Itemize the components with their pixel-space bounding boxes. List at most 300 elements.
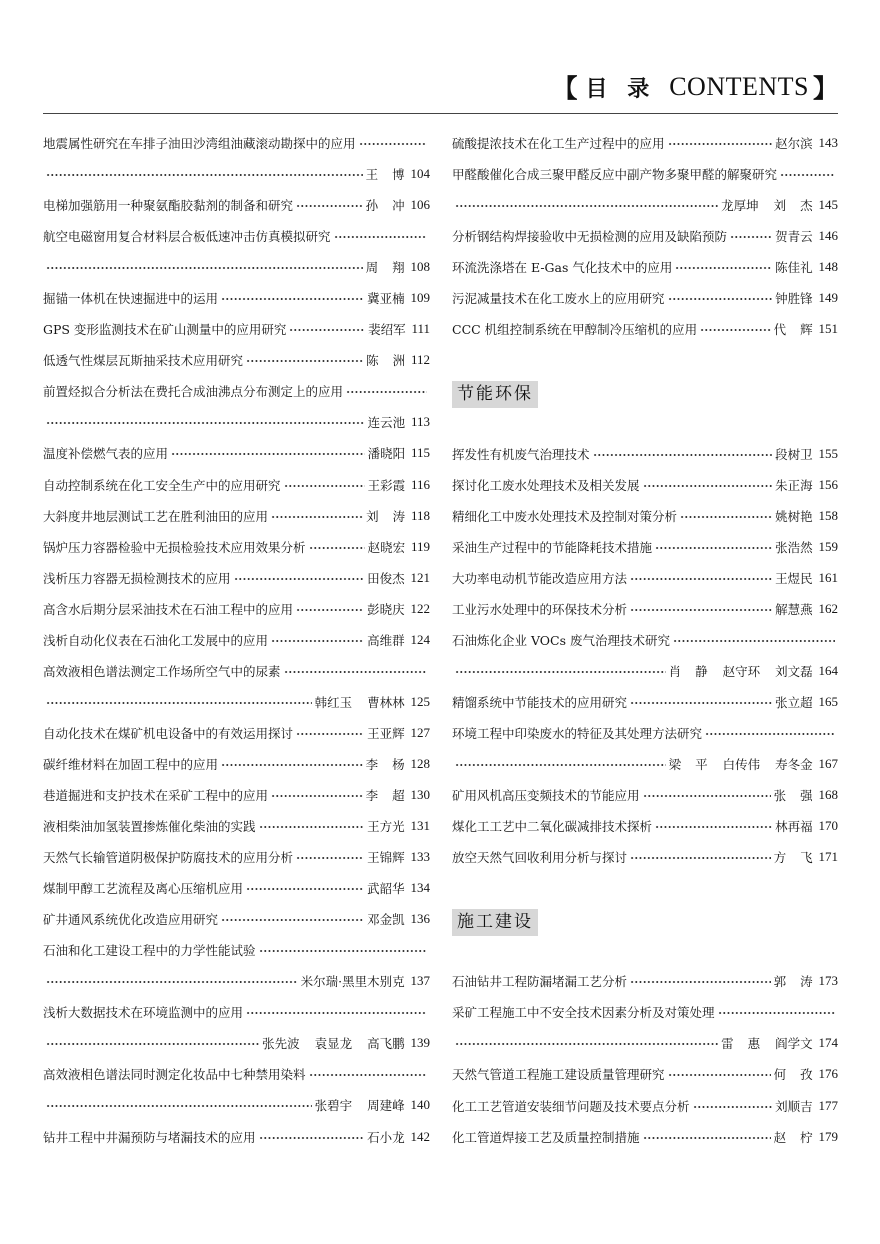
entry-title: 精馏系统中节能技术的应用研究 — [452, 694, 628, 710]
entry-authors — [367, 724, 405, 742]
leader-dots — [359, 138, 427, 148]
entry-page-number: 131 — [410, 818, 430, 834]
entry-line — [43, 469, 430, 500]
entry-page-number: 113 — [410, 414, 430, 430]
entry-title: 巷道掘进和支护技术在采矿工程中的应用 — [43, 788, 269, 803]
entry-line — [452, 438, 838, 469]
entry-line — [43, 593, 430, 624]
entry-line — [43, 842, 430, 873]
entry-page-number: 106 — [410, 197, 430, 213]
entry-author: 姚树艳 — [775, 508, 813, 524]
entry-title: 浅析压力容器无损检测技术的应用 — [43, 570, 231, 586]
toc-entry — [452, 531, 838, 562]
section-heading: 施工建设 — [452, 909, 538, 936]
entry-page-number: 174 — [818, 1035, 838, 1051]
entry-page-number: 143 — [818, 135, 838, 151]
toc-entry — [43, 997, 430, 1059]
entry-page-number: 111 — [411, 321, 430, 337]
leader-dots — [271, 790, 363, 800]
entry-authors — [775, 134, 813, 152]
leader-dots — [259, 821, 365, 831]
entry-line — [452, 748, 838, 779]
entry-author: 梁 平 — [668, 756, 708, 772]
entry-authors — [775, 289, 813, 307]
toc-entry — [43, 655, 430, 717]
entry-author: 周建峰 — [367, 1098, 405, 1114]
toc-entry — [452, 966, 838, 997]
leader-dots — [296, 200, 363, 210]
section-block — [452, 345, 838, 438]
entry-line — [452, 811, 838, 842]
entry-title: 大功率电动机节能改造应用方法 — [452, 570, 628, 586]
leader-dots — [46, 262, 363, 272]
entry-page-number: 137 — [410, 973, 430, 989]
entry-authors — [775, 569, 813, 587]
entry-title: 精细化工中废水处理技术及控制对策分析 — [452, 508, 678, 524]
entry-authors — [301, 972, 405, 990]
toc-entry — [452, 1121, 838, 1152]
toc-entry — [43, 469, 430, 500]
entry-title: 自动控制系统在化工安全生产中的应用研究 — [43, 477, 281, 493]
entry-line — [43, 407, 430, 438]
entry-author: 代 辉 — [773, 322, 813, 338]
entry-author: 高飞鹏 — [367, 1036, 405, 1052]
leader-dots — [271, 635, 364, 645]
toc-entry — [452, 438, 838, 469]
toc-entry — [43, 748, 430, 779]
entry-title: 温度补偿燃气表的应用 — [43, 446, 169, 462]
entry-line — [452, 283, 838, 314]
leader-dots — [246, 883, 364, 893]
entry-title: 分析钢结构焊接验收中无损检测的应用及缺陷预防 — [452, 229, 728, 245]
entry-author: 赵 柠 — [773, 1129, 813, 1145]
entry-author: 解慧燕 — [775, 601, 813, 617]
entry-page-number: 165 — [818, 693, 838, 709]
entry-line — [452, 469, 838, 500]
toc-entry — [43, 1059, 430, 1121]
entry-line — [43, 252, 430, 283]
entry-page-number: 155 — [818, 445, 838, 461]
entry-author: 王方光 — [367, 819, 405, 835]
leader-dots — [630, 604, 772, 614]
toc-entry — [43, 283, 430, 314]
entry-authors — [368, 476, 406, 494]
entry-author: 寿冬金 — [775, 756, 813, 772]
entry-line — [452, 655, 838, 686]
entry-authors — [775, 476, 813, 494]
entry-title: 硫酸提浓技术在化工生产过程中的应用 — [452, 136, 665, 152]
entry-author: 韩红玉 — [314, 694, 353, 710]
entry-authors — [669, 755, 813, 773]
entry-author: 刘 杰 — [773, 198, 813, 214]
leader-dots — [630, 852, 771, 862]
entry-line — [43, 748, 430, 779]
entry-author: 雷 惠 — [721, 1036, 761, 1052]
entry-page-number: 149 — [818, 290, 838, 306]
toc-entry — [43, 779, 430, 810]
entry-authors — [262, 1034, 405, 1052]
entry-line — [43, 283, 430, 314]
entry-authors — [775, 227, 813, 245]
entry-author: 王煜民 — [775, 570, 813, 586]
toc-entry — [43, 345, 430, 376]
entry-authors — [775, 817, 813, 835]
entry-authors — [367, 600, 405, 618]
entry-line — [43, 1090, 430, 1121]
entry-line — [43, 221, 430, 252]
entry-authors — [669, 662, 813, 680]
entry-author: 王 博 — [365, 167, 405, 183]
leader-dots — [630, 976, 771, 986]
entry-line — [43, 779, 430, 810]
toc-entry — [43, 904, 430, 935]
entry-title: 石油炼化企业 VOCs 废气治理技术研究 — [452, 632, 670, 648]
entry-page-number: 115 — [410, 445, 430, 461]
entry-author: 邓金凯 — [367, 912, 405, 928]
entry-line — [43, 686, 430, 717]
entry-line — [452, 252, 838, 283]
entry-author: 彭晓庆 — [367, 601, 405, 617]
toc-entry — [43, 376, 430, 438]
toc-entry — [452, 128, 838, 159]
entry-author: 王锦辉 — [367, 850, 405, 866]
entry-line — [452, 531, 838, 562]
entry-title: 探讨化工废水处理技术及相关发展 — [452, 477, 640, 493]
leader-dots — [700, 324, 771, 334]
entry-page-number: 176 — [818, 1066, 838, 1082]
toc-entry — [452, 314, 838, 345]
entry-page-number: 140 — [410, 1097, 430, 1113]
leader-dots — [655, 542, 772, 552]
entry-page-number: 136 — [410, 911, 430, 927]
entry-line — [43, 128, 430, 159]
entry-authors — [368, 320, 406, 338]
entry-authors — [315, 1096, 405, 1114]
entry-authors — [315, 693, 405, 711]
entry-line — [452, 624, 838, 655]
entry-author: 潘晓阳 — [367, 446, 406, 462]
toc-entry — [43, 128, 430, 190]
toc-entry — [43, 624, 430, 655]
entry-line — [43, 655, 430, 686]
entry-line — [452, 159, 838, 190]
leader-dots — [730, 231, 772, 241]
entry-title: CCC 机组控制系统在甲醇制冷压缩机的应用 — [452, 322, 698, 338]
toc-entry — [43, 1121, 430, 1152]
entry-title: 甲醛酸催化合成三聚甲醛反应中副产物多聚甲醛的解聚研究 — [452, 167, 778, 183]
leader-dots — [668, 1069, 771, 1079]
entry-title: 石油钻井工程防漏堵漏工艺分析 — [452, 974, 628, 990]
toc-entry — [43, 438, 430, 469]
toc-entry — [43, 531, 430, 562]
entry-title: 高效液相色谱法同时测定化妆品中七种禁用染料 — [43, 1067, 306, 1083]
entry-authors — [368, 444, 406, 462]
contents-header — [553, 68, 838, 106]
toc-entry — [452, 283, 838, 314]
entry-line — [452, 686, 838, 717]
entry-page-number: 177 — [818, 1097, 838, 1113]
leader-dots — [655, 821, 772, 831]
entry-page-number: 112 — [410, 352, 430, 368]
leader-dots — [246, 355, 363, 365]
entry-line — [43, 904, 430, 935]
entry-line — [43, 190, 430, 221]
entry-author: 何 孜 — [773, 1067, 813, 1083]
entry-page-number: 128 — [410, 755, 430, 771]
entry-author: 赵尔滨 — [775, 136, 813, 152]
entry-authors — [774, 1128, 813, 1146]
leader-dots — [780, 169, 835, 179]
entry-page-number: 142 — [410, 1128, 430, 1144]
leader-dots — [309, 542, 365, 552]
entry-line — [452, 1059, 838, 1090]
entry-author: 孙 冲 — [365, 198, 405, 214]
entry-author: 王亚辉 — [367, 725, 405, 741]
leader-dots — [630, 697, 772, 707]
entry-line — [43, 376, 430, 407]
entry-author: 陈佳礼 — [775, 260, 813, 276]
entry-page-number: 139 — [410, 1035, 430, 1051]
entry-page-number: 145 — [818, 197, 838, 213]
entry-title: 高含水后期分层采油技术在石油工程中的应用 — [43, 601, 294, 617]
entry-author: 周 翔 — [365, 260, 405, 276]
entry-author: 武韶华 — [367, 881, 405, 897]
leader-dots — [296, 604, 364, 614]
entry-page-number: 156 — [818, 476, 838, 492]
toc-entry — [43, 717, 430, 748]
leader-dots — [221, 759, 363, 769]
leader-dots — [221, 914, 364, 924]
entry-title: 化工工艺管道安装细节问题及技术要点分析 — [452, 1098, 690, 1114]
leader-dots — [643, 1132, 771, 1142]
entry-line — [452, 562, 838, 593]
entry-page-number: 146 — [818, 228, 838, 244]
entry-title: 天然气管道工程施工建设质量管理研究 — [452, 1067, 665, 1083]
entry-page-number: 134 — [410, 880, 430, 896]
entry-page-number: 122 — [410, 600, 430, 616]
entry-authors — [367, 289, 405, 307]
entry-authors — [366, 507, 405, 525]
right-column — [452, 128, 838, 1153]
entry-author: 李 杨 — [365, 756, 405, 772]
entry-title: 碳纤维材料在加固工程中的应用 — [43, 756, 219, 772]
entry-page-number: 168 — [818, 787, 838, 803]
entry-author: 朱正海 — [775, 477, 813, 493]
entry-title: 石油和化工建设工程中的力学性能试验 — [43, 943, 256, 959]
entry-page-number: 167 — [818, 755, 838, 771]
toc-entry — [43, 190, 430, 221]
entry-author: 连云池 — [367, 415, 406, 431]
entry-line — [43, 531, 430, 562]
entry-line — [43, 873, 430, 904]
entry-authors — [774, 1065, 813, 1083]
entry-title: 电梯加强筋用一种聚氨酯胶黏剂的制备和研究 — [43, 198, 294, 214]
leader-dots — [673, 635, 835, 645]
entry-line — [452, 314, 838, 345]
entry-title: 煤化工工艺中二氧化碳减排技术探析 — [452, 819, 653, 835]
toc-entry — [452, 252, 838, 283]
leader-dots — [246, 1007, 427, 1017]
entry-title: 低透气性煤层瓦斯抽采技术应用研究 — [43, 353, 244, 369]
entry-authors — [721, 196, 813, 214]
entry-author: 刘文磊 — [775, 663, 813, 679]
toc-entry — [452, 780, 838, 811]
leader-dots — [46, 697, 312, 707]
entry-author: 裴绍军 — [368, 322, 406, 338]
toc-entry — [43, 562, 430, 593]
leader-dots — [46, 417, 365, 427]
entry-line — [452, 190, 838, 221]
leader-dots — [46, 976, 298, 986]
entry-authors — [367, 848, 405, 866]
entry-title: 煤制甲醇工艺流程及离心压缩机应用 — [43, 881, 244, 897]
entry-title: 环流洗涤塔在 E-Gas 气化技术中的应用 — [452, 260, 673, 276]
entry-title: 自动化技术在煤矿机电设备中的有效运用探讨 — [43, 725, 294, 741]
entry-line — [43, 935, 430, 966]
entry-title: 天然气长输管道阴极保护防腐技术的应用分析 — [43, 850, 294, 866]
entry-line — [43, 159, 430, 190]
toc-entry — [452, 811, 838, 842]
entry-author: 米尔瑞·黑里木别克 — [300, 974, 405, 990]
entry-page-number: 148 — [818, 259, 838, 275]
leader-dots — [234, 573, 365, 583]
entry-author: 高维群 — [367, 632, 405, 648]
entry-page-number: 164 — [818, 662, 838, 678]
entry-line — [43, 438, 430, 469]
toc-entry — [43, 811, 430, 842]
leader-dots — [630, 573, 772, 583]
entry-authors — [367, 817, 405, 835]
entry-author: 李 超 — [365, 788, 405, 803]
leader-dots — [309, 1069, 427, 1079]
entry-title: 采矿工程施工中不安全技术因素分析及对策处理 — [452, 1005, 715, 1021]
entry-line — [43, 811, 430, 842]
entry-author: 张立超 — [775, 694, 813, 710]
entry-title: 高效液相色谱法测定工作场所空气中的尿素 — [43, 663, 281, 679]
header-bracket-open: 【 — [552, 74, 578, 103]
entry-authors — [366, 258, 405, 276]
entry-title: 锅炉压力容器检验中无损检验技术应用效果分析 — [43, 539, 306, 555]
entry-authors — [366, 755, 405, 773]
entry-author: 冀亚楠 — [367, 291, 405, 307]
entry-title: 环境工程中印染废水的特征及其处理方法研究 — [452, 725, 703, 741]
entry-title: 采油生产过程中的节能降耗技术措施 — [452, 539, 653, 555]
entry-author: 张先波 — [262, 1036, 300, 1052]
entry-page-number: 159 — [818, 538, 838, 554]
leader-dots — [221, 293, 364, 303]
leader-dots — [46, 1100, 312, 1110]
entry-page-number: 119 — [410, 538, 430, 554]
leader-dots — [284, 666, 427, 676]
entry-author: 贺青云 — [775, 229, 813, 245]
entry-line — [452, 593, 838, 624]
entry-title: 航空电磁窗用复合材料层合板低速冲击仿真模拟研究 — [43, 229, 331, 245]
entry-authors — [366, 351, 405, 369]
entry-author: 郭 涛 — [773, 974, 813, 990]
entry-page-number: 161 — [818, 569, 838, 585]
leader-dots — [455, 1038, 718, 1048]
entry-page-number: 121 — [410, 569, 430, 585]
entry-line — [43, 1059, 430, 1090]
entry-author: 袁显龙 — [314, 1036, 353, 1052]
entry-title: 放空天然气回收利用分析与探讨 — [452, 850, 628, 866]
toc-entry — [452, 221, 838, 252]
leader-dots — [334, 231, 427, 241]
entry-authors — [775, 258, 813, 276]
entry-authors — [775, 600, 813, 618]
header-title-english: CONTENTS — [669, 72, 809, 101]
entry-author: 王彩霞 — [367, 477, 406, 493]
entry-line — [452, 500, 838, 531]
toc-entry — [452, 842, 838, 873]
entry-page-number: 104 — [410, 166, 430, 182]
leader-dots — [289, 324, 365, 334]
toc-entry — [452, 469, 838, 500]
entry-line — [452, 717, 838, 748]
leader-dots — [680, 511, 772, 521]
toc-entry — [452, 1090, 838, 1121]
entry-page-number: 130 — [410, 787, 430, 802]
leader-dots — [668, 293, 773, 303]
entry-page-number: 173 — [818, 973, 838, 989]
entry-page-number: 162 — [818, 600, 838, 616]
entry-authors — [368, 413, 406, 431]
entry-author: 曹林林 — [367, 694, 405, 710]
toc-entry — [43, 842, 430, 873]
entry-line — [43, 314, 430, 345]
toc-entry — [452, 624, 838, 686]
toc-entry — [43, 314, 430, 345]
leader-dots — [643, 480, 773, 490]
entry-line — [452, 842, 838, 873]
header-rule — [43, 113, 838, 114]
entry-line — [43, 562, 430, 593]
entry-title: 化工管道焊接工艺及质量控制措施 — [452, 1129, 640, 1145]
toc-entry — [452, 500, 838, 531]
toc-entry — [43, 593, 430, 624]
leader-dots — [271, 511, 363, 521]
entry-author: 段树卫 — [775, 446, 813, 462]
entry-title: 矿用风机高压变频技术的节能应用 — [452, 788, 640, 804]
leader-dots — [643, 790, 771, 800]
entry-authors — [367, 1128, 405, 1146]
entry-title: GPS 变形监测技术在矿山测量中的应用研究 — [43, 322, 287, 338]
entry-authors — [774, 848, 813, 866]
entry-authors — [368, 538, 406, 556]
entry-page-number: 171 — [818, 849, 838, 865]
toc-entry — [452, 717, 838, 779]
leader-dots — [593, 449, 773, 459]
entry-author: 张 强 — [773, 788, 813, 804]
entry-author: 张浩然 — [775, 539, 813, 555]
leader-dots — [718, 1007, 835, 1017]
entry-authors — [775, 507, 813, 525]
entry-author: 阎学文 — [775, 1036, 813, 1052]
entry-authors — [775, 538, 813, 556]
entry-authors — [774, 320, 813, 338]
toc-entry — [452, 593, 838, 624]
leader-dots — [46, 1038, 259, 1048]
leader-dots — [296, 852, 364, 862]
entry-author: 刘顺吉 — [775, 1098, 813, 1114]
leader-dots — [346, 386, 427, 396]
leader-dots — [668, 138, 773, 148]
entry-author: 钟胜锋 — [775, 291, 813, 307]
entry-title: 污泥减量技术在化工废水上的应用研究 — [452, 291, 665, 307]
entry-page-number: 109 — [410, 290, 430, 306]
entry-page-number: 125 — [410, 693, 430, 709]
entry-page-number: 133 — [410, 849, 430, 865]
